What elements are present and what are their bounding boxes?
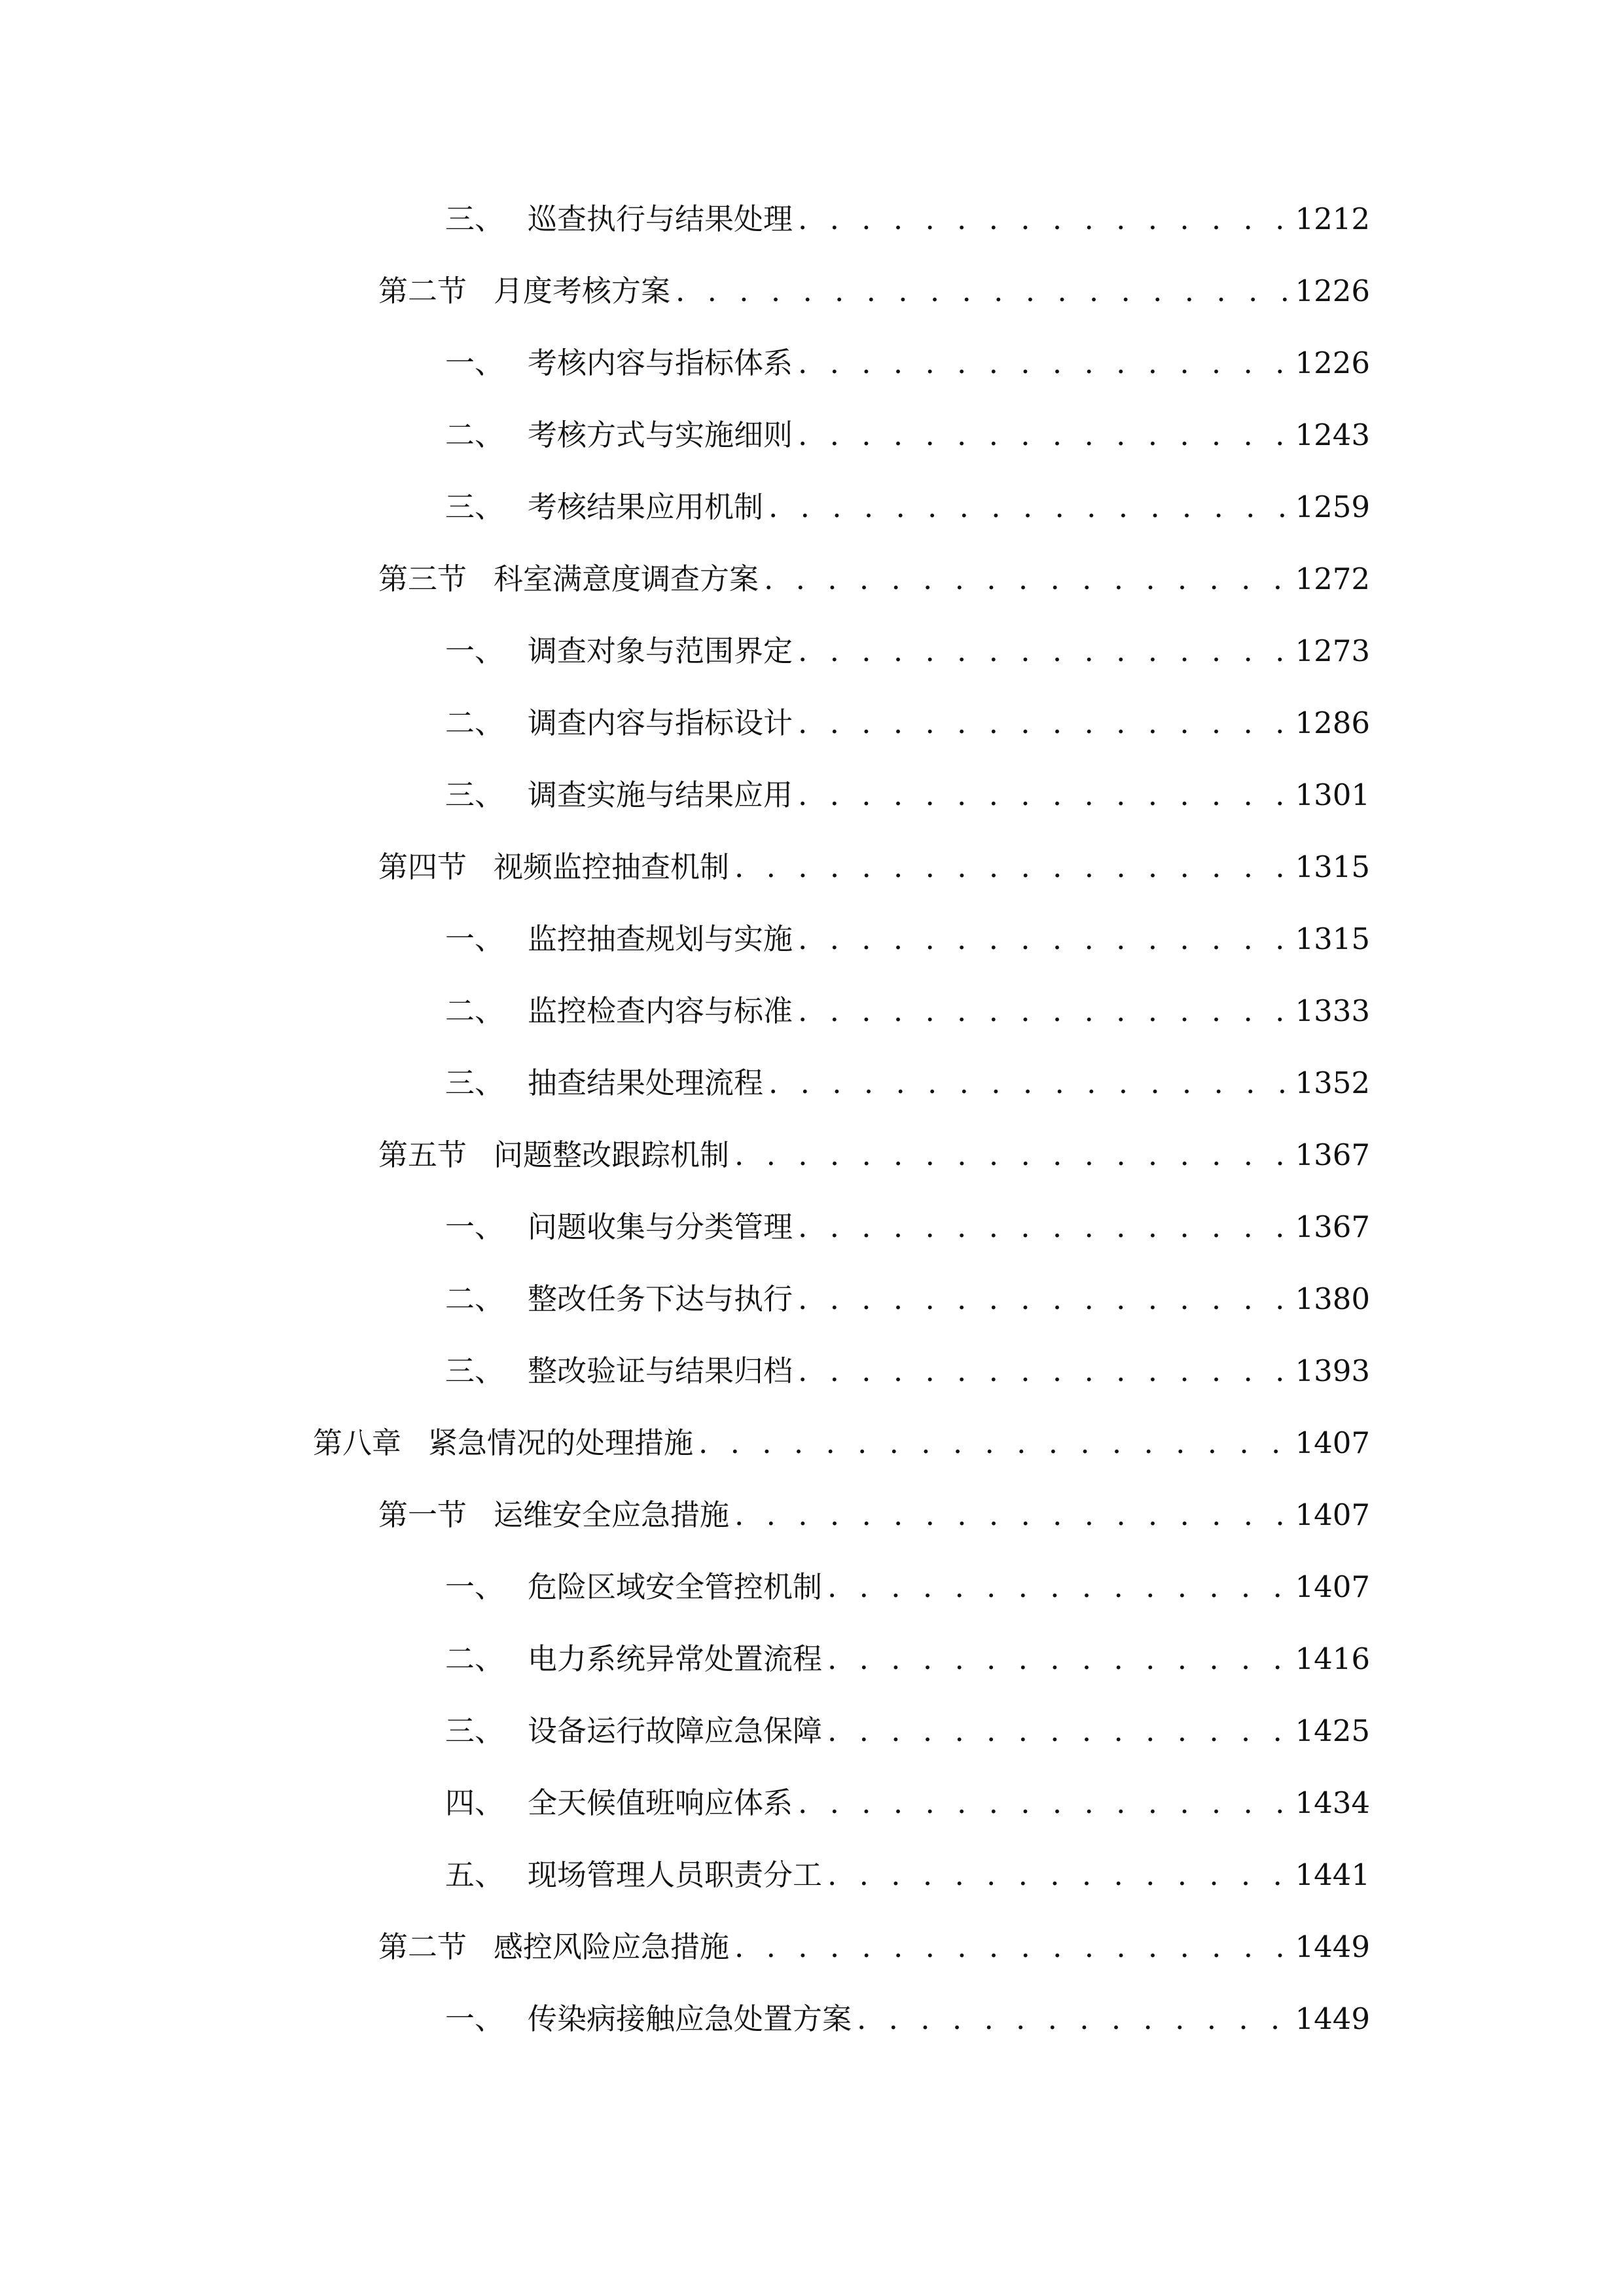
toc-entry: [445, 1780, 1370, 1826]
toc-entry-page: 1425: [1295, 1713, 1370, 1748]
toc-entry-page: 1352: [1295, 1066, 1370, 1100]
toc-entry-number: 四、: [445, 1785, 505, 1820]
toc-entry-title: 考核内容与指标体系: [528, 346, 793, 380]
dot-leader: [852, 1996, 1295, 2042]
toc-entry: [378, 556, 1370, 602]
dot-leader: [793, 412, 1295, 458]
toc-entry: [445, 988, 1370, 1034]
toc-entry-page: 1226: [1295, 274, 1370, 308]
toc-entry-title: 视频监控抽查机制: [494, 850, 730, 884]
toc-entry-number: 第一节: [378, 1498, 467, 1532]
toc-entry: [445, 1276, 1370, 1322]
dot-leader: [793, 916, 1295, 962]
dot-leader: [822, 1636, 1295, 1682]
toc-entry-number: 三、: [445, 202, 505, 236]
toc-entry-title: 调查对象与范围界定: [528, 634, 793, 668]
toc-entry-number: 第三节: [378, 562, 467, 596]
toc-entry-page: 1301: [1295, 778, 1370, 812]
toc-entry-page: 1272: [1295, 562, 1370, 596]
toc-entry-number: 二、: [445, 1641, 505, 1676]
toc-entry-number: 三、: [445, 490, 505, 524]
toc-entry-page: 1367: [1295, 1138, 1370, 1172]
dot-leader: [670, 268, 1295, 314]
toc-entry-number: 一、: [445, 1570, 505, 1604]
toc-entry-page: 1315: [1295, 850, 1370, 884]
toc-entry-title: 问题收集与分类管理: [528, 1210, 793, 1244]
toc-entry-page: 1286: [1295, 706, 1370, 740]
toc-entry-number: 第五节: [378, 1138, 467, 1172]
toc-entry-title: 整改任务下达与执行: [528, 1282, 793, 1316]
toc-entry: [445, 1996, 1370, 2042]
toc-entry-title: 监控检查内容与标准: [528, 994, 793, 1028]
toc-entry-page: 1407: [1295, 1498, 1370, 1532]
toc-entry-page: 1449: [1295, 1929, 1370, 1964]
toc-entry-number: 三、: [445, 778, 505, 812]
toc-entry-title: 问题整改跟踪机制: [494, 1138, 730, 1172]
toc-entry-page: 1367: [1295, 1210, 1370, 1244]
toc-entry-title: 危险区域安全管控机制: [528, 1570, 823, 1604]
toc-entry: [445, 700, 1370, 746]
toc-entry: [445, 1636, 1370, 1682]
toc-entry-number: 二、: [445, 994, 505, 1028]
toc-entry: [378, 268, 1370, 314]
toc-entry-title: 考核方式与实施细则: [528, 418, 793, 452]
toc-entry-title: 整改验证与结果归档: [528, 1354, 793, 1388]
dot-leader: [793, 700, 1295, 746]
toc-entry-number: 三、: [445, 1066, 505, 1100]
toc-entry-number: 五、: [445, 1857, 505, 1892]
toc-entry: [445, 1708, 1370, 1754]
toc-entry-title: 感控风险应急措施: [494, 1929, 730, 1964]
toc-entry-page: 1407: [1295, 1426, 1370, 1460]
toc-entry: [378, 1492, 1370, 1538]
toc-entry-number: 第二节: [378, 1929, 467, 1964]
toc-entry: [378, 1924, 1370, 1970]
dot-leader: [729, 1492, 1295, 1538]
toc-entry-title: 调查实施与结果应用: [528, 778, 793, 812]
toc-entry-page: 1273: [1295, 634, 1370, 668]
toc-entry: [378, 844, 1370, 890]
toc-entry-number: 三、: [445, 1713, 505, 1748]
dot-leader: [793, 988, 1295, 1034]
dot-leader: [763, 1060, 1295, 1106]
toc-entry-page: 1243: [1295, 418, 1370, 452]
toc-entry-number: 一、: [445, 346, 505, 380]
toc-entry-number: 二、: [445, 1282, 505, 1316]
toc-entry-number: 第四节: [378, 850, 467, 884]
toc-entry-title: 传染病接触应急处置方案: [528, 2001, 852, 2036]
toc-entry-page: 1333: [1295, 994, 1370, 1028]
toc-entry-title: 电力系统异常处置流程: [528, 1641, 823, 1676]
toc-entry-page: 1259: [1295, 490, 1370, 524]
toc-entry: [445, 412, 1370, 458]
dot-leader: [793, 628, 1295, 674]
dot-leader: [759, 556, 1295, 602]
dot-leader: [729, 1132, 1295, 1178]
toc-entry: [445, 916, 1370, 962]
dot-leader: [693, 1420, 1295, 1466]
dot-leader: [793, 1276, 1295, 1322]
dot-leader: [793, 196, 1295, 242]
toc-entry: [445, 340, 1370, 386]
dot-leader: [793, 772, 1295, 818]
toc-entry-number: 一、: [445, 634, 505, 668]
toc-entry-title: 抽查结果处理流程: [528, 1066, 764, 1100]
toc-entry-title: 科室满意度调查方案: [494, 562, 759, 596]
toc-entry-title: 巡查执行与结果处理: [528, 202, 793, 236]
dot-leader: [822, 1708, 1295, 1754]
dot-leader: [729, 844, 1295, 890]
toc-entry-title: 月度考核方案: [494, 274, 671, 308]
toc-entry-number: 一、: [445, 1210, 505, 1244]
toc-entry-title: 运维安全应急措施: [494, 1498, 730, 1532]
toc-entry: [445, 1204, 1370, 1250]
toc-entry-page: 1449: [1295, 2001, 1370, 2036]
dot-leader: [763, 484, 1295, 530]
toc-entry: [445, 484, 1370, 530]
toc-entry-title: 紧急情况的处理措施: [428, 1426, 694, 1460]
dot-leader: [793, 1780, 1295, 1826]
toc-entry: [445, 1852, 1370, 1898]
dot-leader: [729, 1924, 1295, 1970]
toc-entry: [445, 1348, 1370, 1394]
toc-entry-number: 二、: [445, 706, 505, 740]
toc-entry-page: 1407: [1295, 1570, 1370, 1604]
toc-entry-page: 1441: [1295, 1857, 1370, 1892]
toc-entry-page: 1434: [1295, 1785, 1370, 1820]
toc-entry-title: 考核结果应用机制: [528, 490, 764, 524]
dot-leader: [822, 1852, 1295, 1898]
toc-entry-number: 一、: [445, 922, 505, 956]
dot-leader: [793, 1348, 1295, 1394]
toc-entry: [378, 1132, 1370, 1178]
dot-leader: [793, 1204, 1295, 1250]
toc-entry: [313, 1420, 1370, 1466]
toc-entry-title: 现场管理人员职责分工: [528, 1857, 823, 1892]
toc-entry: [445, 772, 1370, 818]
toc-entry: [445, 1564, 1370, 1610]
toc-entry-title: 监控抽查规划与实施: [528, 922, 793, 956]
dot-leader: [822, 1564, 1295, 1610]
toc-entry-number: 一、: [445, 2001, 505, 2036]
toc-entry-page: 1315: [1295, 922, 1370, 956]
toc-entry: [445, 196, 1370, 242]
toc-entry-page: 1393: [1295, 1354, 1370, 1388]
toc-entry-title: 调查内容与指标设计: [528, 706, 793, 740]
toc-entry-page: 1212: [1295, 202, 1370, 236]
toc-entry-page: 1226: [1295, 346, 1370, 380]
toc-entry-number: 三、: [445, 1354, 505, 1388]
toc-entry-number: 第二节: [378, 274, 467, 308]
toc-entry-title: 全天候值班响应体系: [528, 1785, 793, 1820]
dot-leader: [793, 340, 1295, 386]
toc-entry-page: 1416: [1295, 1641, 1370, 1676]
toc-entry: [445, 1060, 1370, 1106]
toc-entry: [445, 628, 1370, 674]
toc-entry-number: 第八章: [313, 1426, 402, 1460]
toc-entry-page: 1380: [1295, 1282, 1370, 1316]
toc-entry-number: 二、: [445, 418, 505, 452]
toc-entry-title: 设备运行故障应急保障: [528, 1713, 823, 1748]
